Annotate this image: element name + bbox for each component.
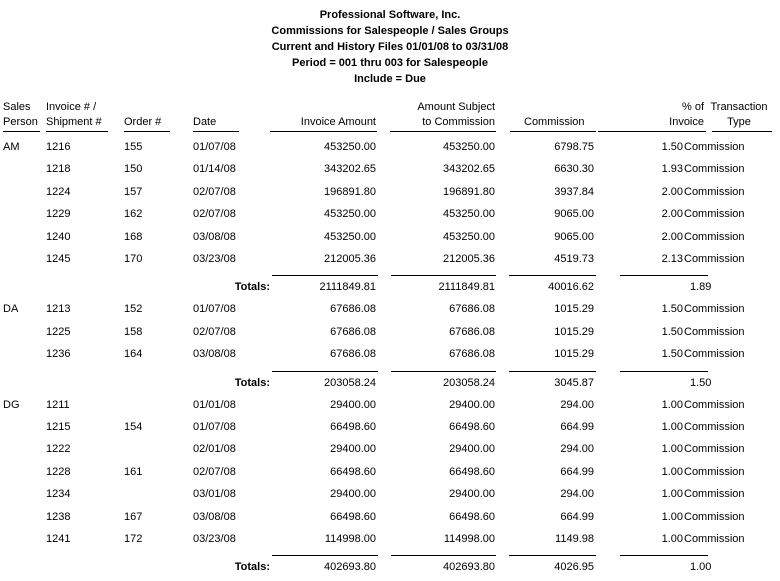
cell-invoice-amount: 66498.60 [330,421,376,433]
cell-pct-invoice: 1.00 [661,533,683,545]
header-amount-subject [390,100,495,130]
cell-commission: 4519.73 [554,253,594,265]
cell-date: 02/01/08 [193,443,236,456]
cell-invoice: 1236 [46,348,71,361]
cell-amount-subject: 29400.00 [449,488,495,501]
table-row [0,184,780,206]
table-row [0,139,780,161]
cell-commission: 294.00 [560,398,594,411]
header-underline [390,131,496,132]
header-sales-person-line1: Sales [3,101,31,113]
cell-order: 150 [124,163,143,176]
cell-transaction-type: Commission [684,230,745,243]
cell-amount-subject: 453250.00 [443,230,495,243]
cell-transaction-type: Commission [684,253,745,265]
cell-transaction-type: Commission [684,465,745,478]
totals-separator [509,371,596,372]
cell-commission: 6630.30 [554,163,594,176]
cell-commission: 6798.75 [554,141,594,153]
header-underline [46,131,108,132]
totals-row [0,559,780,581]
totals-row [0,279,780,301]
cell-pct-invoice: 1.00 [661,488,683,501]
title-company: Professional Software, Inc. [319,9,461,21]
cell-invoice-amount: 212005.36 [324,253,376,265]
cell-amount-subject: 453250.00 [443,141,495,153]
header-order: Order # [124,116,162,128]
totals-separator [620,275,708,276]
totals-commission: 40016.62 [548,281,594,294]
table-row [0,441,780,463]
cell-invoice-amount: 67686.08 [330,325,376,338]
cell-amount-subject: 67686.08 [449,348,495,361]
header-underline [510,131,596,132]
header-transaction-type [708,100,770,130]
table-row [0,346,780,368]
header-invoice-amount: Invoice Amount [300,116,376,128]
cell-invoice-amount: 29400.00 [330,398,376,411]
totals-commission: 4026.95 [554,561,594,574]
cell-transaction-type: Commission [684,303,745,316]
totals-row [0,375,780,397]
table-row [0,229,780,251]
cell-date: 01/07/08 [193,421,236,433]
header-underline [270,131,377,132]
header-transaction-type-line2: Type [727,116,751,128]
totals-label: Totals: [234,376,270,389]
table-row [0,324,780,346]
cell-invoice: 1211 [46,398,70,411]
table-row [0,419,780,441]
cell-invoice: 1234 [46,488,71,501]
cell-commission: 1149.98 [555,533,594,545]
title-period: Period = 001 thru 003 for Salespeople [292,57,488,69]
table-row [0,509,780,531]
cell-invoice-amount: 196891.80 [324,185,376,198]
header-commission: Commission [524,116,585,128]
cell-amount-subject: 67686.08 [449,303,495,316]
cell-pct-invoice: 1.00 [661,443,683,456]
cell-invoice-amount: 453250.00 [324,230,376,243]
header-amount-subject-line1: Amount Subject [417,101,495,113]
totals-separator [391,275,496,276]
totals-commission: 3045.87 [554,376,594,389]
cell-invoice: 1215 [46,421,71,433]
totals-separator [620,371,708,372]
cell-invoice-amount: 66498.60 [330,465,376,478]
totals-pct-invoice: 1.89 [690,281,712,294]
cell-amount-subject: 66498.60 [449,465,495,478]
totals-separator [272,555,378,556]
totals-separator [391,371,496,372]
cell-order: 168 [124,230,143,243]
cell-transaction-type: Commission [684,348,745,361]
totals-amount-subject: 402693.80 [443,561,495,574]
cell-invoice-amount: 67686.08 [330,348,376,361]
cell-transaction-type: Commission [684,510,745,523]
cell-order: 155 [124,141,143,153]
cell-amount-subject: 453250.00 [443,208,495,221]
cell-invoice: 1240 [46,230,71,243]
cell-commission: 664.99 [560,421,594,433]
totals-amount-subject: 203058.24 [443,376,495,389]
cell-commission: 1015.29 [554,303,594,316]
cell-invoice-amount: 453250.00 [324,208,376,221]
cell-date: 02/07/08 [193,325,236,338]
cell-amount-subject: 66498.60 [449,510,495,523]
cell-invoice: 1224 [46,185,71,198]
cell-pct-invoice: 1.50 [661,141,683,153]
title-report-name: Commissions for Salespeople / Sales Groups [271,25,509,37]
cell-invoice: 1245 [46,253,71,265]
header-pct-invoice-line1: % of [681,101,704,113]
title-include: Include = Due [354,73,426,85]
cell-commission: 294.00 [560,443,594,456]
cell-order: 158 [124,325,143,338]
cell-amount-subject: 66498.60 [449,421,495,433]
cell-amount-subject: 212005.36 [443,253,495,265]
cell-invoice-amount: 343202.65 [324,163,376,176]
cell-invoice: 1216 [46,141,71,153]
cell-commission: 9065.00 [554,230,594,243]
cell-date: 03/23/08 [193,533,236,545]
header-underline [124,131,170,132]
table-row [0,397,780,419]
cell-date: 03/01/08 [193,488,236,501]
table-row [0,531,780,553]
header-underline [193,131,239,132]
cell-order: 154 [124,421,143,433]
header-invoice-line1: Invoice # / [46,101,97,113]
header-underline [598,131,706,132]
totals-separator [509,275,596,276]
cell-transaction-type: Commission [684,443,745,456]
cell-order: 170 [124,253,143,265]
cell-transaction-type: Commission [684,141,745,153]
cell-invoice-amount: 66498.60 [330,510,376,523]
totals-pct-invoice: 1.00 [690,561,712,574]
cell-commission: 664.99 [560,465,594,478]
cell-date: 02/07/08 [193,208,236,221]
cell-transaction-type: Commission [684,325,745,338]
cell-order: 172 [124,533,143,545]
cell-transaction-type: Commission [684,398,745,411]
cell-invoice: 1222 [46,443,71,456]
totals-invoice-amount: 2111849.81 [319,281,376,294]
cell-date: 03/08/08 [193,230,236,243]
cell-pct-invoice: 1.50 [661,325,683,338]
cell-pct-invoice: 2.13 [661,253,683,265]
cell-date: 02/07/08 [193,465,236,478]
header-transaction-type-line1: Transaction [710,101,768,113]
totals-label: Totals: [234,281,270,294]
cell-date: 01/14/08 [193,163,236,176]
cell-transaction-type: Commission [684,185,745,198]
header-underline [3,131,40,132]
cell-date: 01/07/08 [193,303,236,316]
cell-order: 161 [124,465,143,478]
cell-commission: 294.00 [560,488,594,501]
cell-invoice-amount: 453250.00 [324,141,376,153]
header-invoice [46,100,102,130]
cell-commission: 3937.84 [554,185,594,198]
totals-invoice-amount: 402693.80 [324,561,376,574]
cell-sales-person: DG [3,398,20,411]
title-date-range: Current and History Files 01/01/08 to 03/31/08 [271,41,509,53]
cell-invoice: 1225 [46,325,71,338]
cell-amount-subject: 29400.00 [449,443,495,456]
cell-invoice: 1228 [46,465,71,478]
cell-pct-invoice: 1.00 [661,510,683,523]
cell-pct-invoice: 1.50 [661,303,683,316]
header-date: Date [193,116,217,128]
cell-date: 01/01/08 [193,398,236,411]
cell-transaction-type: Commission [684,421,745,433]
cell-commission: 664.99 [560,510,594,523]
table-row [0,464,780,486]
cell-amount-subject: 67686.08 [449,325,495,338]
cell-pct-invoice: 2.00 [661,230,683,243]
cell-pct-invoice: 1.00 [661,398,683,411]
header-sales-person [3,100,38,130]
table-row [0,251,780,273]
cell-pct-invoice: 2.00 [661,185,683,198]
cell-invoice: 1238 [46,510,71,523]
totals-invoice-amount: 203058.24 [324,376,376,389]
header-underline [712,131,772,132]
cell-amount-subject: 196891.80 [443,185,495,198]
cell-date: 03/08/08 [193,510,236,523]
table-row [0,486,780,508]
cell-date: 03/23/08 [193,253,236,265]
cell-date: 02/07/08 [193,185,236,198]
cell-sales-person: AM [3,141,20,153]
cell-order: 152 [124,303,143,316]
cell-invoice: 1241 [46,533,71,545]
cell-commission: 1015.29 [554,325,594,338]
cell-invoice-amount: 29400.00 [330,443,376,456]
cell-invoice-amount: 29400.00 [330,488,376,501]
cell-pct-invoice: 1.93 [661,163,683,176]
cell-order: 162 [124,208,143,221]
cell-date: 03/08/08 [193,348,236,361]
totals-separator [620,555,708,556]
cell-invoice-amount: 67686.08 [330,303,376,316]
cell-transaction-type: Commission [684,208,745,221]
cell-pct-invoice: 1.00 [661,465,683,478]
cell-date: 01/07/08 [193,141,236,153]
cell-order: 164 [124,348,143,361]
table-row [0,301,780,323]
cell-pct-invoice: 2.00 [661,208,683,221]
totals-separator [391,555,496,556]
totals-separator [509,555,596,556]
cell-order: 157 [124,185,143,198]
cell-commission: 1015.29 [554,348,594,361]
cell-invoice: 1218 [46,163,71,176]
cell-invoice-amount: 114998.00 [324,533,376,545]
cell-transaction-type: Commission [684,163,745,176]
cell-transaction-type: Commission [684,488,745,501]
cell-commission: 9065.00 [554,208,594,221]
header-sales-person-line2: Person [3,116,38,128]
cell-amount-subject: 114998.00 [443,533,495,545]
cell-amount-subject: 343202.65 [443,163,495,176]
cell-sales-person: DA [3,303,19,316]
totals-separator [272,275,378,276]
cell-order: 167 [124,510,143,523]
header-pct-invoice-line2: Invoice [669,116,704,128]
totals-pct-invoice: 1.50 [690,376,712,389]
cell-invoice: 1229 [46,208,71,221]
header-invoice-line2: Shipment # [46,116,102,128]
table-row [0,206,780,228]
cell-pct-invoice: 1.50 [661,348,683,361]
totals-amount-subject: 2111849.81 [438,281,495,294]
totals-label: Totals: [234,561,270,574]
header-pct-invoice [620,100,704,130]
cell-pct-invoice: 1.00 [661,421,683,433]
table-row [0,161,780,183]
totals-separator [272,371,378,372]
cell-amount-subject: 29400.00 [449,398,495,411]
cell-transaction-type: Commission [684,533,745,545]
header-amount-subject-line2: to Commission [422,116,495,128]
cell-invoice: 1213 [46,303,71,316]
